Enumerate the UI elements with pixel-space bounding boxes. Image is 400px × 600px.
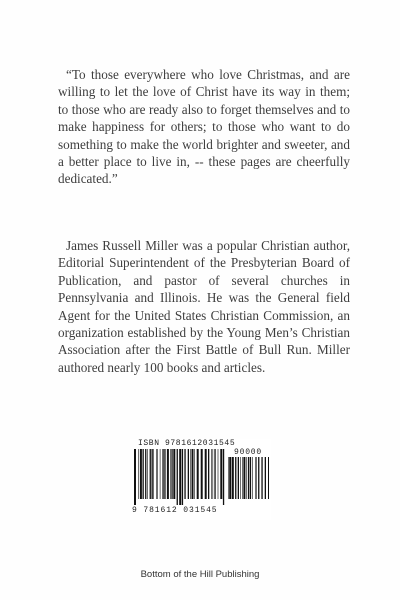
dedication-text: “To those everywhere who love Christmas, and are willing to let the love of Christ have its way in them; to those who are ready also to forget themselves and to make happiness for others; to those who want to do something to make the world brighter and sweeter, and a better place to live in, -- these pages are cheerfully dedicated.” xyxy=(58,67,350,187)
publisher-name: Bottom of the Hill Publishing xyxy=(140,569,260,580)
barcode-bars xyxy=(134,449,225,505)
addon-barcode-bars xyxy=(228,457,269,505)
barcode-digits: 9 781612 031545 xyxy=(132,506,218,515)
author-bio: James Russell Miller was a popular Christian author, Editorial Superintendent of the Presbyterian Board of Publication, and pastor of several churches in Pennsylvania and Illinois. He was the General field Agent for the United States Christian Commission, an organization established by the Young Men’s Christian Association after the First Battle of Bull Run. Miller authored nearly 100 books and articles. xyxy=(58,238,350,375)
isbn-label: ISBN 9781612031545 xyxy=(138,439,236,448)
price-addon-code: 90000 xyxy=(234,448,263,457)
isbn-barcode xyxy=(130,439,271,520)
